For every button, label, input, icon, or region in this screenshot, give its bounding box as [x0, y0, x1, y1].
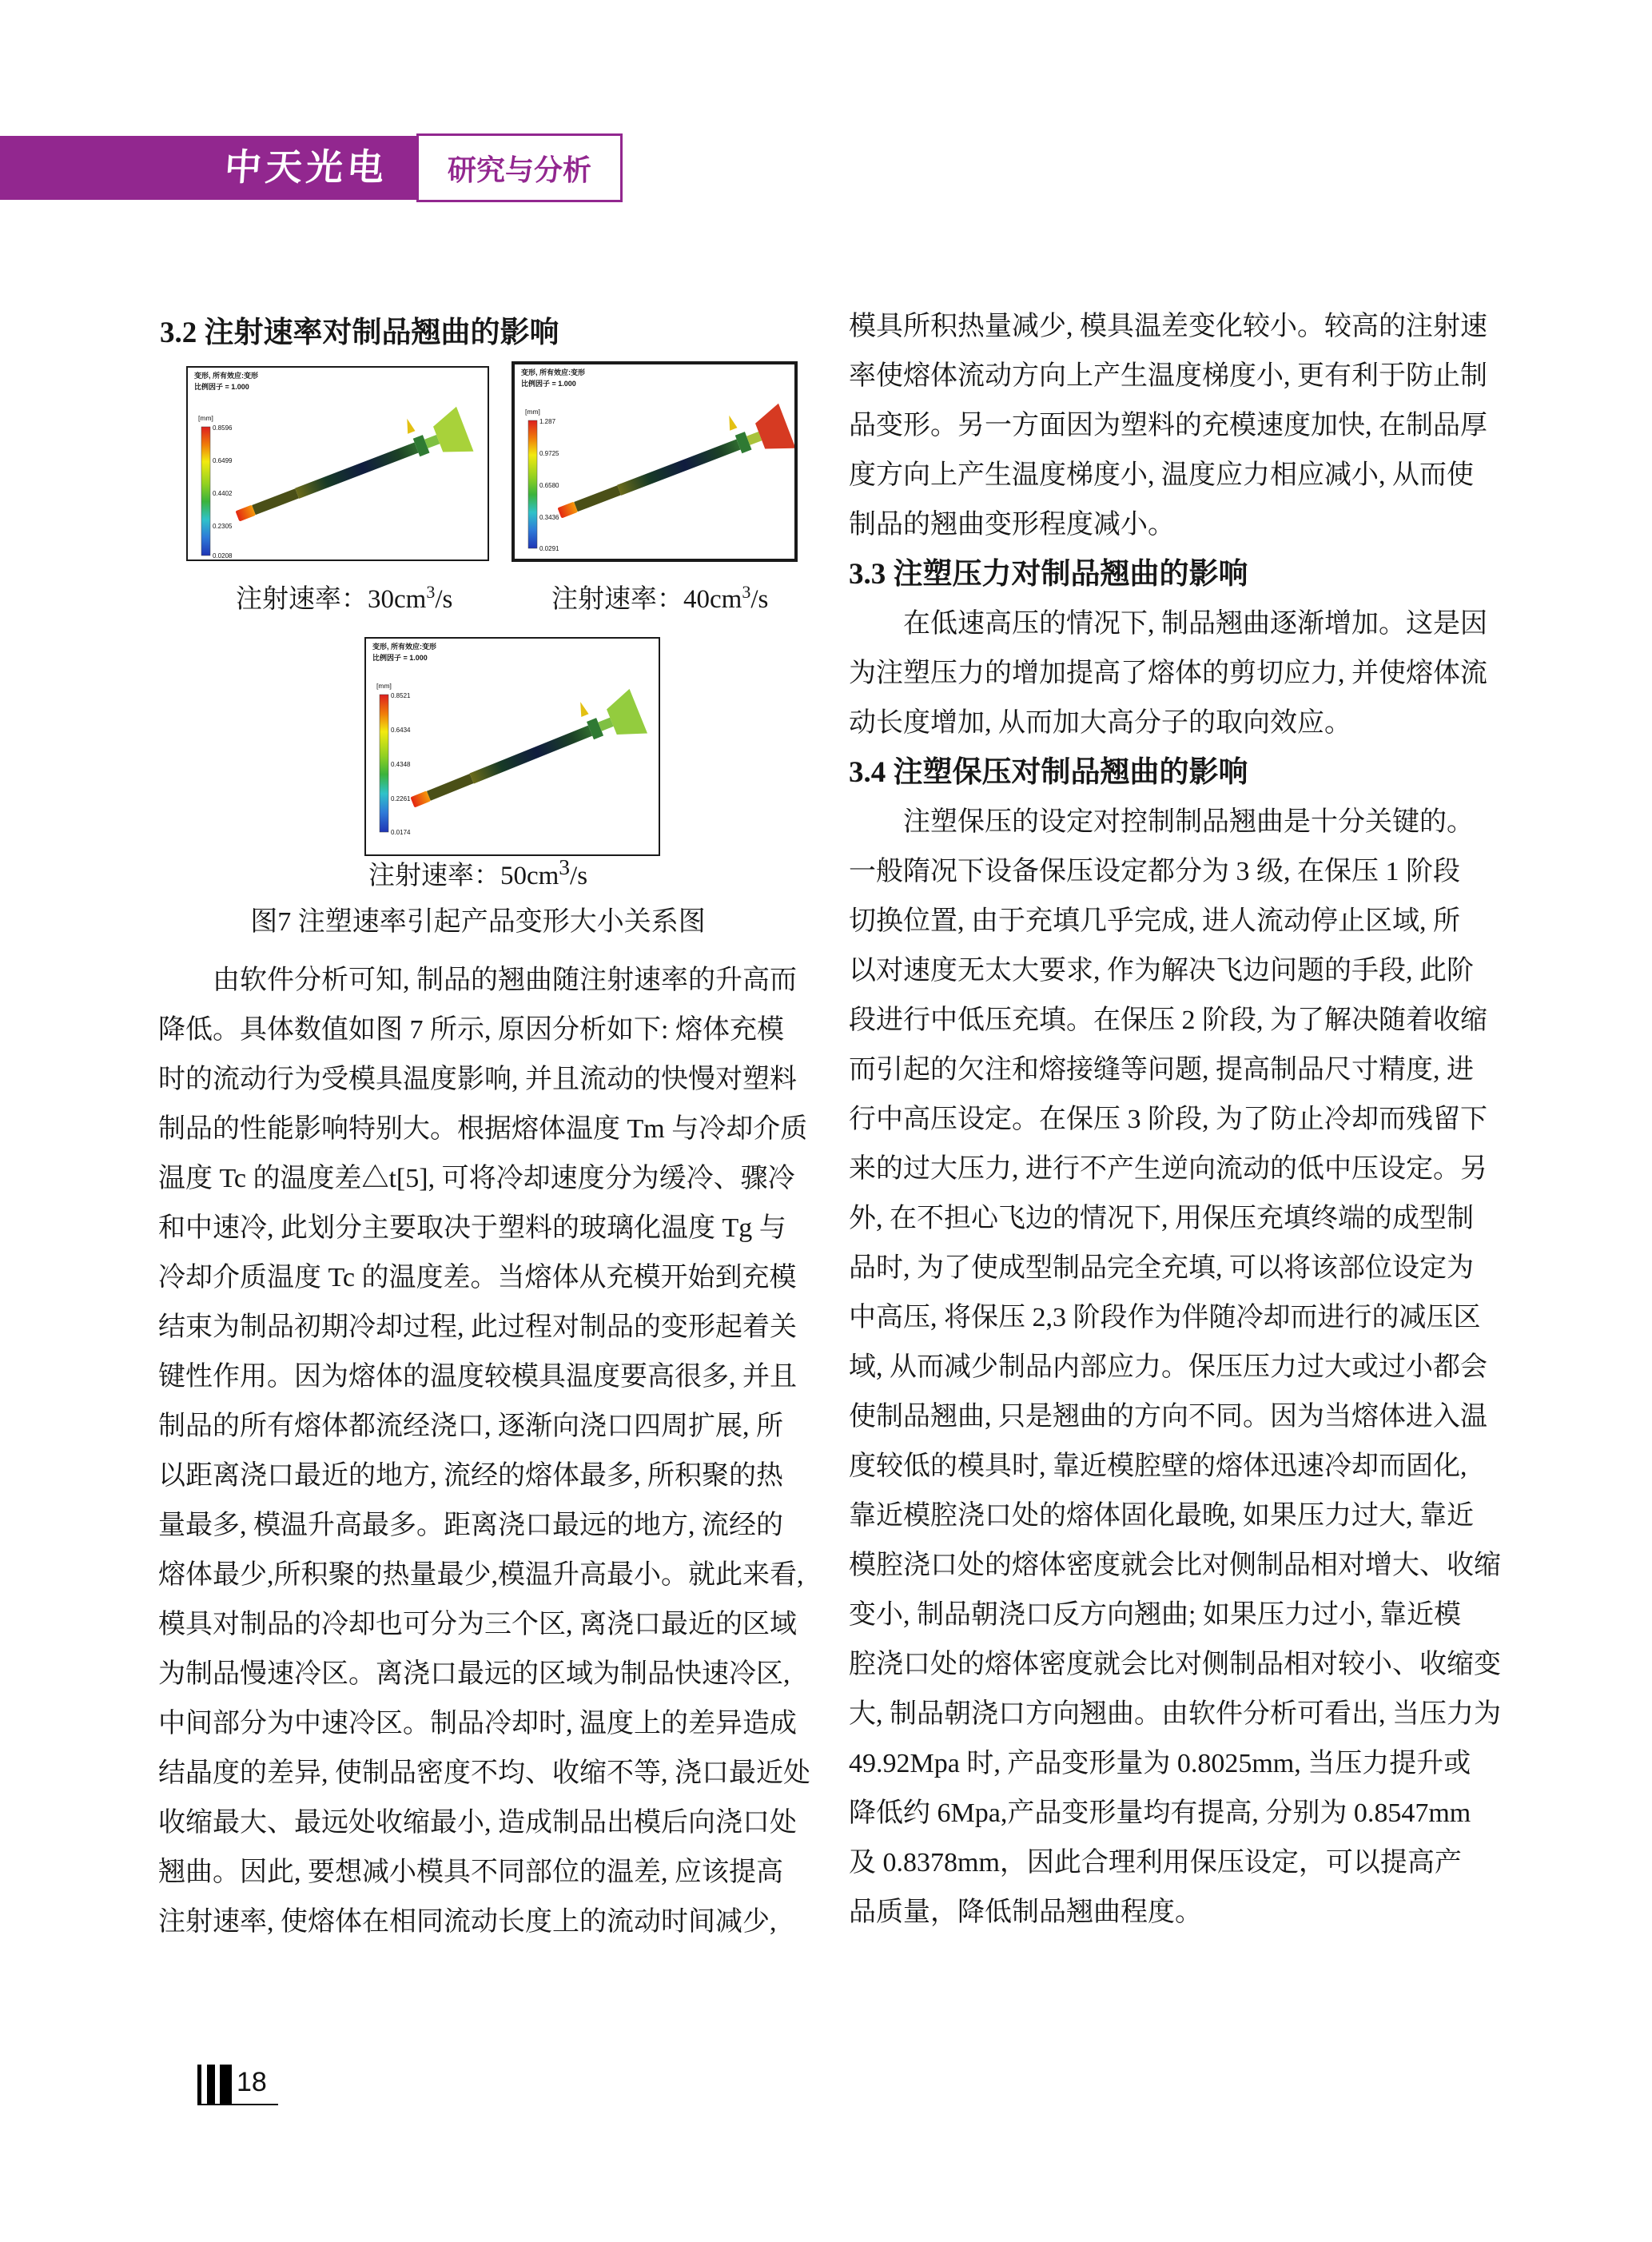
simulation-image-30	[188, 368, 488, 560]
text-line: 制品的性能影响特别大。根据熔体温度 Tm 与冷却介质	[158, 1114, 808, 1144]
simulation-panel-30	[186, 366, 489, 561]
panel-title-line1: 变形, 所有效应:变形	[521, 368, 585, 376]
simulation-image-40	[515, 364, 794, 559]
molded-part	[548, 397, 794, 536]
text-line: 外, 在不担心飞边的情况下, 用保压充填终端的成型制	[849, 1204, 1474, 1233]
text-line: 品质量，降低制品翘曲程度。	[849, 1898, 1202, 1927]
right-para-3	[849, 798, 1552, 1937]
colorbar-unit: [mm]	[376, 682, 392, 690]
section-tag-box	[416, 133, 623, 202]
text-line: 来的过大压力, 进行不产生逆向流动的低中压设定。另	[849, 1154, 1487, 1184]
colorbar-tick: 0.2261	[391, 795, 411, 802]
text-line: 为制品慢速冷区。离浇口最远的区域为制品快速冷区,	[158, 1659, 790, 1689]
colorbar-tick: 0.4348	[391, 761, 411, 768]
text-line: 熔体最少,所积聚的热量最少,模温升高最小。就此来看,	[158, 1560, 804, 1590]
text-line: 度方向上产生温度梯度小, 温度应力相应减小, 从而使	[849, 460, 1474, 490]
text-line: 及 0.8378mm，因此合理利用保压设定，可以提高产	[849, 1848, 1462, 1878]
heading-3-2: 3.2 注射速率对制品翘曲的影响	[160, 317, 559, 349]
text-line: 模腔浇口处的熔体密度就会比对侧制品相对增大、收缩	[849, 1551, 1501, 1580]
caption-text: 注射速率：30cm	[236, 585, 427, 614]
text-line: 注射速率, 使熔体在相同流动长度上的流动时间减少,	[158, 1907, 777, 1937]
colorbar-tick: 0.0208	[213, 552, 233, 560]
text-line: 结晶度的差异, 使制品密度不均、收缩不等, 浇口最近处	[158, 1758, 810, 1788]
footer-rule	[197, 2104, 278, 2105]
text-line: 由软件分析可知, 制品的翘曲随注射速率的升高而	[158, 966, 797, 995]
text-line: 行中高压设定。在保压 3 阶段, 为了防止冷却而残留下	[849, 1105, 1487, 1134]
text-line: 49.92Mpa 时, 产品变形量为 0.8025mm, 当压力提升或	[849, 1749, 1471, 1778]
text-line: 域, 从而减少制品内部应力。保压压力过大或过小都会	[849, 1352, 1487, 1382]
text-line: 降低。具体数值如图 7 所示, 原因分析如下: 熔体充模	[158, 1015, 784, 1045]
panel-title-line1: 变形, 所有效应:变形	[194, 372, 258, 380]
text-line: 使制品翘曲, 只是翘曲的方向不同。因为当熔体进入温	[849, 1402, 1487, 1432]
text-line: 在低速高压的情况下, 制品翘曲逐渐增加。这是因	[849, 609, 1487, 639]
text-line: 以对速度无太大要求, 作为解决飞边问题的手段, 此阶	[849, 956, 1474, 986]
left-column-body	[158, 956, 814, 1947]
text-line: 收缩最大、最远处收缩最小, 造成制品出模后向浇口处	[158, 1808, 797, 1838]
section-tag-label: 研究与分析	[447, 153, 591, 186]
footer-barcode	[197, 2065, 232, 2104]
caption-sup: 3	[559, 854, 571, 879]
text-line: 制品的所有熔体都流经浇口, 逐渐向浇口四周扩展, 所	[158, 1412, 783, 1441]
text-line: 降低约 6Mpa,产品变形量均有提高, 分别为 0.8547mm	[849, 1798, 1471, 1828]
text-line: 键性作用。因为熔体的温度较模具温度要高很多, 并且	[158, 1362, 797, 1392]
panel-title-line2: 比例因子 = 1.000	[194, 383, 249, 391]
caption-40	[551, 574, 768, 618]
right-column	[849, 302, 1552, 1937]
right-para-1	[849, 302, 1552, 550]
simulation-panel-50	[364, 637, 660, 856]
colorbar-tick: 0.0291	[539, 545, 559, 552]
text-line: 冷却介质温度 Tc 的温度差。当熔体从充模开始到充模	[158, 1263, 797, 1292]
colorbar-tick: 0.6580	[539, 482, 559, 489]
text-line: 率使熔体流动方向上产生温度梯度小, 更有利于防止制	[849, 361, 1487, 391]
text-line: 靠近模腔浇口处的熔体固化最晚, 如果压力过大, 靠近	[849, 1501, 1474, 1531]
simulation-image-50	[366, 639, 659, 854]
caption-text: 注射速率：40cm	[551, 585, 742, 614]
text-line: 模具所积热量减少, 模具温差变化较小。较高的注射速	[849, 312, 1487, 341]
journal-logo: 中天光电	[223, 147, 389, 188]
caption-text: /s	[570, 862, 588, 890]
caption-sup: 3	[426, 582, 436, 602]
caption-text: 注射速率：50cm	[368, 862, 559, 890]
text-line: 注塑保压的设定对控制制品翘曲是十分关键的。	[849, 807, 1474, 837]
colorbar-tick: 0.9725	[539, 450, 559, 457]
molded-part	[401, 683, 647, 825]
text-line: 一般隋况下设备保压设定都分为 3 级, 在保压 1 阶段	[849, 857, 1460, 886]
text-line: 温度 Tc 的温度差△t[5], 可将冷却速度分为缓冷、骤冷	[158, 1164, 795, 1193]
text-line: 变小, 制品朝浇口反方向翘曲; 如果压力过小, 靠近模	[849, 1600, 1461, 1630]
panel-title-line1: 变形, 所有效应:变形	[372, 643, 436, 651]
colorbar	[528, 420, 537, 548]
colorbar-unit: [mm]	[198, 414, 213, 422]
text-line: 时的流动行为受模具温度影响, 并且流动的快慢对塑料	[158, 1065, 797, 1094]
colorbar-tick: 0.4402	[213, 490, 233, 497]
caption-sup: 3	[742, 582, 751, 602]
caption-50	[158, 849, 798, 894]
text-line: 为注塑压力的增加提高了熔体的剪切应力, 并使熔体流	[849, 659, 1487, 688]
panel-title-line2: 比例因子 = 1.000	[521, 380, 576, 388]
text-line: 动长度增加, 从而加大高分子的取向效应。	[849, 708, 1351, 738]
text-line: 量最多, 模温升高最多。距离浇口最远的地方, 流经的	[158, 1511, 783, 1540]
text-line: 翘曲。因此, 要想减小模具不同部位的温差, 应该提高	[158, 1858, 783, 1887]
simulation-panel-40	[512, 361, 798, 562]
text-line: 结束为制品初期冷却过程, 此过程对制品的变形起着关	[158, 1312, 797, 1342]
text-line: 模具对制品的冷却也可分为三个区, 离浇口最近的区域	[158, 1610, 797, 1639]
heading-3-4: 3.4 注塑保压对制品翘曲的影响	[849, 756, 1248, 789]
heading-3-3: 3.3 注塑压力对制品翘曲的影响	[849, 558, 1248, 591]
caption-text: /s	[750, 585, 769, 614]
text-line: 而引起的欠注和熔接缝等问题, 提高制品尺寸精度, 进	[849, 1055, 1474, 1085]
figure-7-caption: 图7 注塑速率引起产品变形大小关系图	[250, 907, 706, 937]
colorbar	[201, 427, 210, 556]
colorbar-tick: 1.287	[539, 418, 556, 425]
right-para-2	[849, 599, 1552, 748]
page-number: 18	[237, 2067, 267, 2097]
text-line: 和中速冷, 此划分主要取决于塑料的玻璃化温度 Tg 与	[158, 1213, 786, 1243]
colorbar-tick: 0.3436	[539, 514, 559, 521]
text-line: 中高压, 将保压 2,3 阶段作为伴随冷却而进行的减压区	[849, 1303, 1481, 1332]
text-line: 品变形。另一方面因为塑料的充模速度加快, 在制品厚	[849, 411, 1487, 440]
text-line: 段进行中低压充填。在保压 2 阶段, 为了解决随着收缩	[849, 1006, 1487, 1035]
colorbar-tick: 0.6499	[213, 457, 233, 464]
text-line: 度较低的模具时, 靠近模腔壁的熔体迅速冷却而固化,	[849, 1452, 1467, 1481]
text-line: 腔浇口处的熔体密度就会比对侧制品相对较小、收缩变	[849, 1650, 1501, 1679]
colorbar-tick: 0.2305	[213, 523, 233, 530]
text-line: 制品的翘曲变形程度减小。	[849, 510, 1175, 540]
text-line: 大, 制品朝浇口方向翘曲。由软件分析可看出, 当压力为	[849, 1699, 1501, 1729]
colorbar-tick: 0.0174	[391, 829, 411, 836]
colorbar-tick: 0.6434	[391, 727, 411, 734]
colorbar-tick: 0.8596	[213, 424, 233, 432]
text-line: 品时, 为了使成型制品完全充填, 可以将该部位设定为	[849, 1253, 1474, 1283]
colorbar-unit: [mm]	[525, 408, 540, 416]
molded-part	[226, 400, 473, 539]
colorbar-tick: 0.8521	[391, 692, 411, 699]
caption-text: /s	[435, 585, 453, 614]
text-line: 以距离浇口最近的地方, 流经的熔体最多, 所积聚的热	[158, 1461, 783, 1491]
text-line: 切换位置, 由于充填几乎完成, 进人流动停止区域, 所	[849, 906, 1460, 936]
panel-title-line2: 比例因子 = 1.000	[372, 654, 428, 662]
colorbar	[380, 695, 388, 832]
caption-30	[236, 574, 452, 618]
text-line: 中间部分为中速冷区。制品冷却时, 温度上的差异造成	[158, 1709, 797, 1738]
